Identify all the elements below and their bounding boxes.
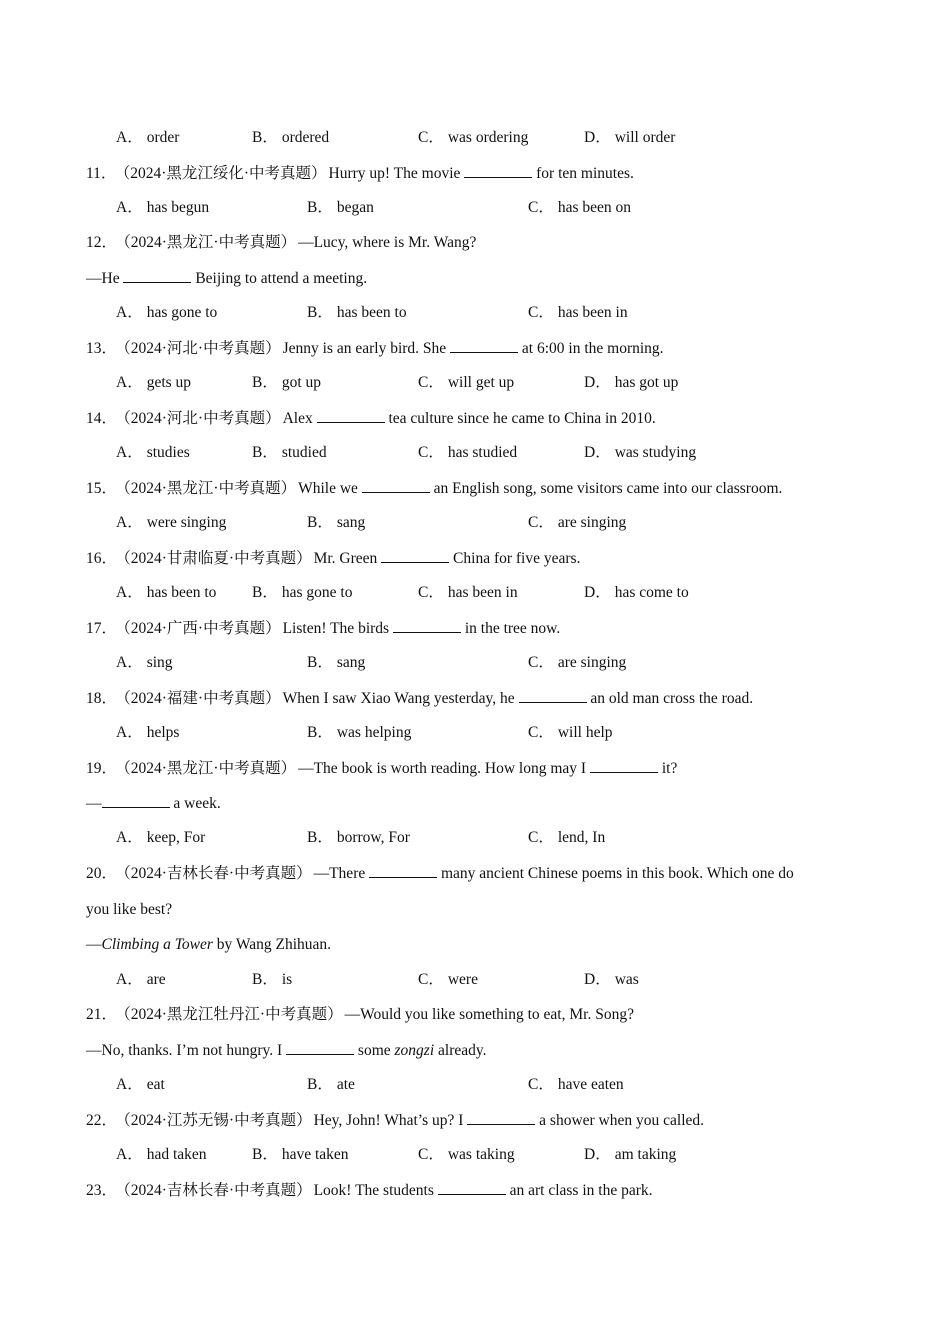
answer-blank[interactable] <box>286 1040 354 1055</box>
question-21-line-2: —No, thanks. I’m not hungry. I some zongzi already. <box>86 1042 487 1059</box>
option-a: A． keep, For <box>116 829 206 846</box>
option-a: A． has been to <box>116 584 217 601</box>
answer-blank[interactable] <box>393 618 461 633</box>
option-b: B． ordered <box>252 129 330 146</box>
option-c: C． were <box>418 971 478 988</box>
answer-blank[interactable] <box>381 548 449 563</box>
option-a: A． gets up <box>116 374 192 391</box>
option-a: A． order <box>116 129 180 146</box>
option-b: B． began <box>307 199 374 216</box>
option-c: C． have eaten <box>528 1076 624 1093</box>
option-a: A． had taken <box>116 1146 207 1163</box>
option-a: A． has gone to <box>116 304 218 321</box>
option-b: B． was helping <box>307 724 412 741</box>
answer-blank[interactable] <box>464 163 532 178</box>
option-a: A． are <box>116 971 166 988</box>
question-22: 22． （2024·江苏无锡·中考真题） Hey, John! What’s up? I a shower when you called. <box>86 1112 705 1129</box>
question-20-line-3: —Climbing a Tower by Wang Zhihuan. <box>86 936 332 953</box>
option-c: C． has been in <box>528 304 628 321</box>
option-c: C． are singing <box>528 514 627 531</box>
question-11: 11． （2024·黑龙江绥化·中考真题） Hurry up! The movie for ten minutes. <box>86 165 634 182</box>
question-19: 19． （2024·黑龙江·中考真题） —The book is worth reading. How long may I it? <box>86 760 678 777</box>
option-a: A． has begun <box>116 199 210 216</box>
answer-blank[interactable] <box>519 688 587 703</box>
option-c: C． was taking <box>418 1146 515 1163</box>
question-20: 20． （2024·吉林长春·中考真题） —There many ancient Chinese poems in this book. Which one do <box>86 865 794 882</box>
poem-title: Climbing a Tower <box>101 936 213 953</box>
answer-blank[interactable] <box>467 1110 535 1125</box>
option-b: B． sang <box>307 654 366 671</box>
question-12: 12． （2024·黑龙江·中考真题） —Lucy, where is Mr. Wang? <box>86 234 477 251</box>
option-d: D． was studying <box>584 444 697 461</box>
question-19-line-2: — a week. <box>86 795 221 812</box>
option-b: B． sang <box>307 514 366 531</box>
question-13: 13． （2024·河北·中考真题） Jenny is an early bird. She at 6:00 in the morning. <box>86 340 664 357</box>
option-b: B． got up <box>252 374 322 391</box>
option-b: B． has been to <box>307 304 407 321</box>
answer-blank[interactable] <box>450 338 518 353</box>
option-d: D． has come to <box>584 584 689 601</box>
question-20-line-2: you like best? <box>86 901 173 918</box>
option-b: B． studied <box>252 444 327 461</box>
option-c: C． lend, In <box>528 829 606 846</box>
question-21: 21． （2024·黑龙江牡丹江·中考真题） —Would you like something to eat, Mr. Song? <box>86 1006 634 1023</box>
answer-blank[interactable] <box>123 268 191 283</box>
option-a: A． helps <box>116 724 180 741</box>
option-d: D． am taking <box>584 1146 677 1163</box>
option-b: B． is <box>252 971 293 988</box>
option-c: C． has been in <box>418 584 518 601</box>
option-a: A． studies <box>116 444 190 461</box>
option-d: D． will order <box>584 129 676 146</box>
option-a: A． sing <box>116 654 173 671</box>
answer-blank[interactable] <box>590 758 658 773</box>
question-12-line-2: —He Beijing to attend a meeting. <box>86 270 368 287</box>
question-18: 18． （2024·福建·中考真题） When I saw Xiao Wang yesterday, he an old man cross the road. <box>86 690 754 707</box>
option-d: D． was <box>584 971 639 988</box>
answer-blank[interactable] <box>317 408 385 423</box>
answer-blank[interactable] <box>438 1180 506 1195</box>
option-c: C． are singing <box>528 654 627 671</box>
question-17: 17． （2024·广西·中考真题） Listen! The birds in the tree now. <box>86 620 561 637</box>
option-c: C． will help <box>528 724 613 741</box>
option-b: B． has gone to <box>252 584 353 601</box>
question-14: 14． （2024·河北·中考真题） Alex tea culture since he came to China in 2010. <box>86 410 656 427</box>
answer-blank[interactable] <box>102 793 170 808</box>
question-15: 15． （2024·黑龙江·中考真题） While we an English song, some visitors came into our classroom. <box>86 480 783 497</box>
option-d: D． has got up <box>584 374 679 391</box>
option-c: C． will get up <box>418 374 515 391</box>
question-23: 23． （2024·吉林长春·中考真题） Look! The students an art class in the park. <box>86 1182 653 1199</box>
option-a: A． eat <box>116 1076 165 1093</box>
option-a: A． were singing <box>116 514 227 531</box>
option-b: B． have taken <box>252 1146 349 1163</box>
question-16: 16． （2024·甘肃临夏·中考真题） Mr. Green China for five years. <box>86 550 581 567</box>
answer-blank[interactable] <box>369 863 437 878</box>
option-c: C． was ordering <box>418 129 529 146</box>
answer-blank[interactable] <box>362 478 430 493</box>
option-b: B． ate <box>307 1076 355 1093</box>
zongzi-word: zongzi <box>394 1042 435 1059</box>
option-b: B． borrow, For <box>307 829 410 846</box>
option-c: C． has been on <box>528 199 632 216</box>
option-c: C． has studied <box>418 444 518 461</box>
